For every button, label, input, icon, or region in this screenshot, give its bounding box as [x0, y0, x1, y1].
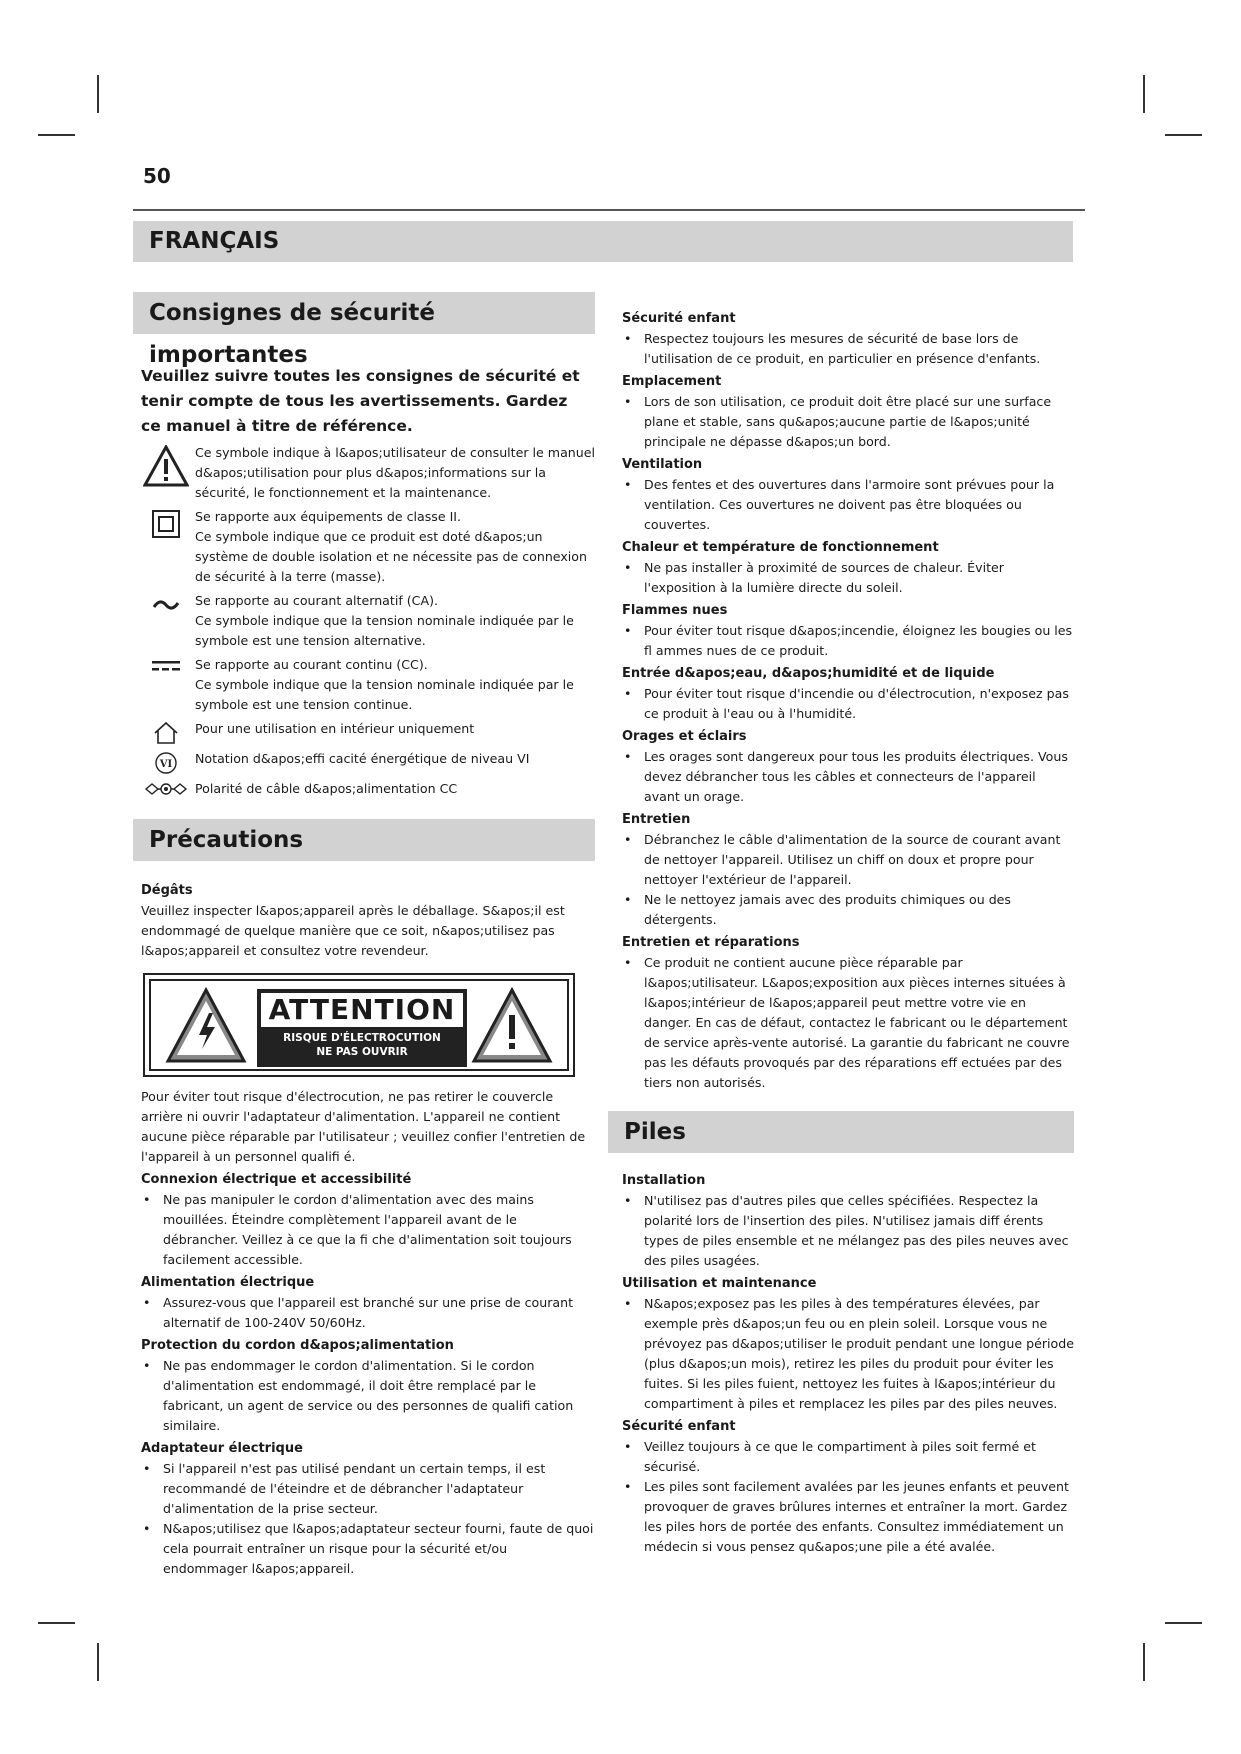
- attention-line2: NE PAS OUVRIR: [316, 1046, 408, 1058]
- degats-title: Dégâts: [141, 883, 193, 898]
- section-title: Orages et éclairs: [622, 729, 747, 744]
- dc-polarity-icon: [141, 779, 191, 797]
- list-item: • Les orages sont dangereux pour tous les produits électriques. Vous devez débrancher tous les câbles et connecteurs de l'appareil avant un orage.: [622, 747, 1074, 807]
- section-title: Alimentation électrique: [141, 1275, 315, 1290]
- list-item: • N'utilisez pas d'autres piles que celles spécifiées. Respectez la polarité lors de l'insertion des piles. N'utilisez jamais diff érents types de piles ensemble et ne mélangez pas des piles neuves avec des piles usagées.: [622, 1191, 1074, 1271]
- list-item: • Assurez-vous que l'appareil est branché sur une prise de courant alternatif de 100-240V 50/60Hz.: [141, 1293, 595, 1333]
- list-item: • Débranchez le câble d'alimentation de la source de courant avant de nettoyer l'appareil. Utilisez un chiff on doux et propre pour nettoyer l'extérieur de l'appareil.: [622, 830, 1074, 890]
- symbol-text: Se rapporte aux équipements de classe II. Ce symbole indique que ce produit est doté d&apos;un système de double isolation et ne nécessite pas de connexion de sécurité à la terre (masse).: [195, 509, 587, 584]
- attention-warning-label: [143, 973, 575, 1077]
- electric-shock-triangle-icon: [165, 987, 247, 1065]
- symbol-row: [141, 655, 595, 715]
- attention-box: [257, 989, 467, 1067]
- alternating-current-icon: [141, 591, 191, 617]
- crop-mark: [1165, 134, 1202, 136]
- section-title: Entretien: [622, 812, 691, 827]
- right-column: [614, 306, 1074, 1557]
- section-title: Ventilation: [622, 457, 703, 472]
- section-title: Emplacement: [622, 374, 722, 389]
- section-title: Entrée d&apos;eau, d&apos;humidité et de liquide: [622, 666, 995, 681]
- symbol-text: Ce symbole indique à l&apos;utilisateur de consulter le manuel d&apos;utilisation pour plus d&apos;informations sur la sécurité, le fonctionnement et la maintenance.: [195, 445, 595, 500]
- list-item: • N&apos;exposez pas les piles à des températures élevées, par exemple près d&apos;un feu ou en plein soleil. Lorsque vous ne prévoyez pas d&apos;utiliser le produit pendant une longue période (plus d&apos;un mois), retirez les piles du produit pour éviter les fuites. Si les piles fuient, nettoyez les fuites à l&apos;intérieur du compartiment à piles et remplacez les piles par des piles neuves.: [622, 1294, 1074, 1414]
- shock-text: Pour éviter tout risque d'électrocution, ne pas retirer le couvercle arrière ni ouvrir l'adaptateur d'alimentation. L'appareil ne contient aucune pièce réparable par l'utilisateur ; veuillez confier l'entretien de l'appareil à un personnel qualifi é.: [141, 1089, 586, 1164]
- direct-current-icon: [141, 655, 191, 675]
- class-ii-double-square-icon: [141, 507, 191, 539]
- section-title: Installation: [622, 1173, 706, 1188]
- symbol-row: [141, 749, 595, 775]
- list-item: • Des fentes et des ouvertures dans l'armoire sont prévues pour la ventilation. Ces ouvertures ne doivent pas être bloquées ou couvertes.: [622, 475, 1074, 535]
- symbol-text: Pour une utilisation en intérieur uniquement: [195, 721, 475, 736]
- efficiency-vi-icon: [141, 749, 191, 775]
- section-title: Adaptateur électrique: [141, 1441, 303, 1456]
- language-header: FRANÇAIS: [133, 221, 1073, 262]
- section-title: Entretien et réparations: [622, 935, 800, 950]
- symbol-row: [141, 591, 595, 651]
- section-title: Utilisation et maintenance: [622, 1276, 817, 1291]
- crop-mark: [38, 1622, 75, 1624]
- crop-mark: [1165, 1622, 1202, 1624]
- page-number: 50: [143, 164, 171, 188]
- indoor-house-icon: [141, 719, 191, 745]
- list-item: • Ce produit ne contient aucune pièce réparable par l&apos;utilisateur. L&apos;exposition aux pièces internes situées à l&apos;intérieur de l&apos;appareil peut mettre votre vie en danger. En cas de défaut, contactez le fabricant ou le département de service après-vente autorisé. La garantie du fabricant ne couvre pas les défauts provoqués par des réparations eff ectuées par des tiers non autorisés.: [622, 953, 1074, 1093]
- degats-text: Veuillez inspecter l&apos;appareil après le déballage. S&apos;il est endommagé de quelque manière que ce soit, n&apos;utilisez pas l&apos;appareil et consultez votre revendeur.: [141, 903, 565, 958]
- safety-intro: Veuillez suivre toutes les consignes de sécurité et tenir compte de tous les avertissements. Gardez ce manuel à titre de référence.: [141, 367, 580, 435]
- symbol-row: [141, 507, 595, 587]
- list-item: • Ne pas installer à proximité de sources de chaleur. Éviter l'exposition à la lumière directe du soleil.: [622, 558, 1074, 598]
- list-item: • Pour éviter tout risque d'incendie ou d'électrocution, n'exposez pas ce produit à l'eau ou à l'humidité.: [622, 684, 1074, 724]
- section-title: Protection du cordon d&apos;alimentation: [141, 1338, 454, 1353]
- list-item: • Respectez toujours les mesures de sécurité de base lors de l'utilisation de ce produit, en particulier en présence d'enfants.: [622, 329, 1074, 369]
- bullet-list: [133, 1459, 595, 1579]
- bullet-list: [133, 1356, 595, 1436]
- header-rule: [133, 209, 1085, 211]
- section-title: Connexion électrique et accessibilité: [141, 1172, 412, 1187]
- symbol-text: Se rapporte au courant continu (CC). Ce symbole indique que la tension nominale indiquée par le symbole est une tension continue.: [195, 657, 574, 712]
- list-item: • Si l'appareil n'est pas utilisé pendant un certain temps, il est recommandé de l'éteindre et de débrancher l'adaptateur d'alimentation de la prise secteur.: [141, 1459, 595, 1519]
- attention-title: ATTENTION: [261, 993, 463, 1027]
- symbol-text: Polarité de câble d&apos;alimentation CC: [195, 781, 458, 796]
- batteries-heading: Piles: [608, 1111, 1074, 1153]
- crop-mark: [1143, 1643, 1145, 1681]
- exclamation-triangle-icon: [471, 987, 553, 1065]
- symbol-row: [141, 779, 595, 799]
- bullet-list: [133, 1190, 595, 1270]
- symbol-row: [141, 719, 595, 745]
- list-item: • N&apos;utilisez que l&apos;adaptateur secteur fourni, faute de quoi cela pourrait entraîner un risque pour la sécurité et/ou endommager l&apos;appareil.: [141, 1519, 595, 1579]
- bullet-list: [133, 1293, 595, 1333]
- symbol-text: Notation d&apos;effi cacité énergétique de niveau VI: [195, 751, 530, 766]
- symbol-text: Se rapporte au courant alternatif (CA). Ce symbole indique que la tension nominale indiquée par le symbole est une tension alternative.: [195, 593, 574, 648]
- svg-text:VI: VI: [159, 759, 173, 770]
- precautions-heading: Précautions: [133, 819, 595, 861]
- section-title: Sécurité enfant: [622, 311, 736, 326]
- list-item: • Lors de son utilisation, ce produit doit être placé sur une surface plane et stable, sans qu&apos;aucune partie de l&apos;unité principale ne dépasse d&apos;un bord.: [622, 392, 1074, 452]
- list-item: • Veillez toujours à ce que le compartiment à piles soit fermé et sécurisé.: [622, 1437, 1074, 1477]
- list-item: • Ne le nettoyez jamais avec des produits chimiques ou des détergents.: [622, 890, 1074, 930]
- crop-mark: [1143, 75, 1145, 113]
- crop-mark: [97, 75, 99, 113]
- crop-mark: [97, 1643, 99, 1681]
- section-title: Flammes nues: [622, 603, 728, 618]
- crop-mark: [38, 134, 75, 136]
- section-title: Sécurité enfant: [622, 1419, 736, 1434]
- left-column: [133, 292, 595, 1579]
- symbol-row: [141, 443, 595, 503]
- list-item: • Ne pas endommager le cordon d'alimentation. Si le cordon d'alimentation est endommagé, il doit être remplacé par le fabricant, un agent de service ou des personnes de qualifi cation similaire.: [141, 1356, 595, 1436]
- attention-line1: RISQUE D'ÉLECTROCUTION: [283, 1032, 441, 1044]
- section-title: Chaleur et température de fonctionnement: [622, 540, 939, 555]
- safety-heading: Consignes de sécurité importantes: [133, 292, 595, 334]
- list-item: • Les piles sont facilement avalées par les jeunes enfants et peuvent provoquer de graves brûlures internes et entraîner la mort. Gardez les piles hors de portée des enfants. Consultez immédiatement un médecin si vous pensez qu&apos;une pile a été avalée.: [622, 1477, 1074, 1557]
- warning-triangle-icon: [141, 443, 191, 487]
- list-item: • Ne pas manipuler le cordon d'alimentation avec des mains mouillées. Éteindre complètement l'appareil avant de le débrancher. Veillez à ce que la fi che d'alimentation soit toujours facilement accessible.: [141, 1190, 595, 1270]
- list-item: • Pour éviter tout risque d&apos;incendie, éloignez les bougies ou les fl ammes nues de ce produit.: [622, 621, 1074, 661]
